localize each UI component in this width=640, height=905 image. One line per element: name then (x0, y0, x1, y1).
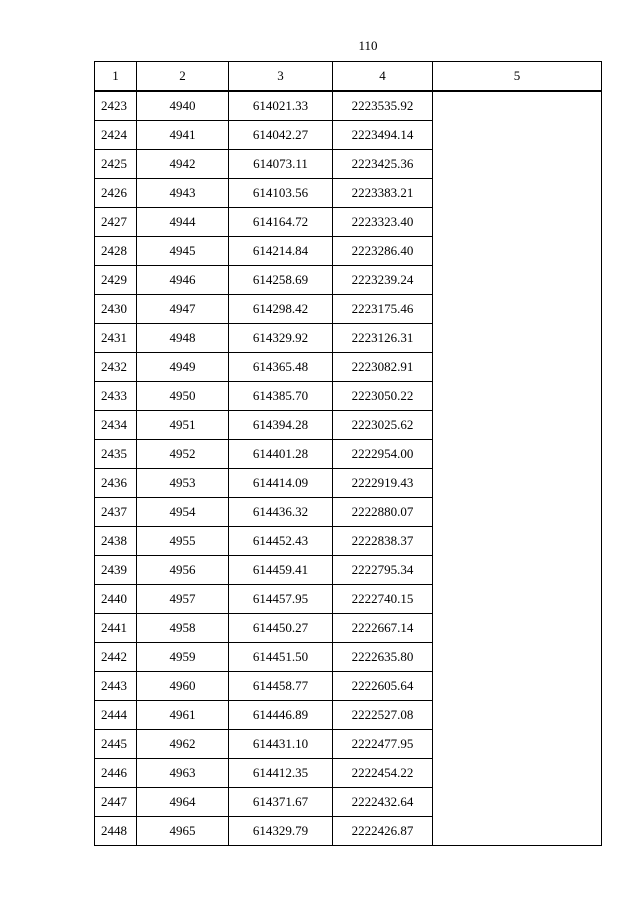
table-row (95, 382, 602, 411)
note-cell (433, 469, 602, 498)
table-row (95, 266, 602, 295)
y-coordinate-cell: 2223082.91 (333, 353, 433, 382)
row-number-cell: 2432 (95, 353, 137, 382)
column-header-1: 1 (95, 62, 137, 92)
row-number-cell: 2429 (95, 266, 137, 295)
x-coordinate-cell: 614459.41 (229, 556, 333, 585)
point-number-cell: 4958 (137, 614, 229, 643)
y-coordinate-cell: 2223175.46 (333, 295, 433, 324)
x-coordinate-cell: 614329.79 (229, 817, 333, 846)
table-row (95, 527, 602, 556)
note-cell (433, 556, 602, 585)
column-header-2: 2 (137, 62, 229, 92)
y-coordinate-cell: 2223239.24 (333, 266, 433, 295)
note-cell (433, 643, 602, 672)
x-coordinate-cell: 614458.77 (229, 672, 333, 701)
row-number-cell: 2440 (95, 585, 137, 614)
note-cell (433, 585, 602, 614)
table-row (95, 91, 602, 121)
row-number-cell: 2424 (95, 121, 137, 150)
x-coordinate-cell: 614412.35 (229, 759, 333, 788)
note-cell (433, 382, 602, 411)
note-cell (433, 730, 602, 759)
row-number-cell: 2426 (95, 179, 137, 208)
row-number-cell: 2431 (95, 324, 137, 353)
note-cell (433, 237, 602, 266)
note-cell (433, 121, 602, 150)
note-cell (433, 672, 602, 701)
y-coordinate-cell: 2223323.40 (333, 208, 433, 237)
table-row (95, 788, 602, 817)
note-cell (433, 353, 602, 382)
point-number-cell: 4955 (137, 527, 229, 556)
point-number-cell: 4949 (137, 353, 229, 382)
y-coordinate-cell: 2222795.34 (333, 556, 433, 585)
y-coordinate-cell: 2223494.14 (333, 121, 433, 150)
row-number-cell: 2434 (95, 411, 137, 440)
note-cell (433, 208, 602, 237)
y-coordinate-cell: 2223383.21 (333, 179, 433, 208)
y-coordinate-cell: 2223286.40 (333, 237, 433, 266)
point-number-cell: 4959 (137, 643, 229, 672)
point-number-cell: 4946 (137, 266, 229, 295)
point-number-cell: 4944 (137, 208, 229, 237)
y-coordinate-cell: 2222880.07 (333, 498, 433, 527)
row-number-cell: 2445 (95, 730, 137, 759)
table-row (95, 324, 602, 353)
point-number-cell: 4942 (137, 150, 229, 179)
x-coordinate-cell: 614414.09 (229, 469, 333, 498)
y-coordinate-cell: 2222919.43 (333, 469, 433, 498)
x-coordinate-cell: 614258.69 (229, 266, 333, 295)
x-coordinate-cell: 614214.84 (229, 237, 333, 266)
point-number-cell: 4964 (137, 788, 229, 817)
coordinates-table (94, 61, 602, 846)
x-coordinate-cell: 614371.67 (229, 788, 333, 817)
row-number-cell: 2430 (95, 295, 137, 324)
note-cell (433, 817, 602, 846)
row-number-cell: 2439 (95, 556, 137, 585)
table-row (95, 643, 602, 672)
row-number-cell: 2441 (95, 614, 137, 643)
row-number-cell: 2442 (95, 643, 137, 672)
point-number-cell: 4962 (137, 730, 229, 759)
x-coordinate-cell: 614450.27 (229, 614, 333, 643)
note-cell (433, 701, 602, 730)
table-row (95, 121, 602, 150)
table-row (95, 556, 602, 585)
note-cell (433, 266, 602, 295)
header-row (95, 62, 602, 92)
x-coordinate-cell: 614394.28 (229, 411, 333, 440)
y-coordinate-cell: 2223025.62 (333, 411, 433, 440)
column-header-3: 3 (229, 62, 333, 92)
table-row (95, 817, 602, 846)
x-coordinate-cell: 614329.92 (229, 324, 333, 353)
row-number-cell: 2425 (95, 150, 137, 179)
y-coordinate-cell: 2223126.31 (333, 324, 433, 353)
table-row (95, 701, 602, 730)
table-row (95, 759, 602, 788)
column-header-4: 4 (333, 62, 433, 92)
point-number-cell: 4957 (137, 585, 229, 614)
y-coordinate-cell: 2222667.14 (333, 614, 433, 643)
x-coordinate-cell: 614164.72 (229, 208, 333, 237)
table-row (95, 614, 602, 643)
column-header-5: 5 (433, 62, 602, 92)
y-coordinate-cell: 2222605.64 (333, 672, 433, 701)
row-number-cell: 2447 (95, 788, 137, 817)
x-coordinate-cell: 614401.28 (229, 440, 333, 469)
table-row (95, 353, 602, 382)
table-row (95, 295, 602, 324)
note-cell (433, 324, 602, 353)
y-coordinate-cell: 2222454.22 (333, 759, 433, 788)
point-number-cell: 4960 (137, 672, 229, 701)
x-coordinate-cell: 614446.89 (229, 701, 333, 730)
row-number-cell: 2446 (95, 759, 137, 788)
note-cell (433, 527, 602, 556)
table-body (95, 91, 602, 846)
x-coordinate-cell: 614103.56 (229, 179, 333, 208)
row-number-cell: 2435 (95, 440, 137, 469)
row-number-cell: 2423 (95, 91, 137, 121)
note-cell (433, 411, 602, 440)
table-row (95, 237, 602, 266)
point-number-cell: 4943 (137, 179, 229, 208)
table-row (95, 179, 602, 208)
note-cell (433, 759, 602, 788)
x-coordinate-cell: 614431.10 (229, 730, 333, 759)
point-number-cell: 4953 (137, 469, 229, 498)
x-coordinate-cell: 614436.32 (229, 498, 333, 527)
table-row (95, 469, 602, 498)
table-row (95, 585, 602, 614)
table-row (95, 150, 602, 179)
note-cell (433, 440, 602, 469)
point-number-cell: 4956 (137, 556, 229, 585)
x-coordinate-cell: 614073.11 (229, 150, 333, 179)
table-header (95, 62, 602, 92)
y-coordinate-cell: 2222635.80 (333, 643, 433, 672)
x-coordinate-cell: 614365.48 (229, 353, 333, 382)
x-coordinate-cell: 614457.95 (229, 585, 333, 614)
point-number-cell: 4941 (137, 121, 229, 150)
y-coordinate-cell: 2223050.22 (333, 382, 433, 411)
point-number-cell: 4951 (137, 411, 229, 440)
x-coordinate-cell: 614042.27 (229, 121, 333, 150)
x-coordinate-cell: 614021.33 (229, 91, 333, 121)
x-coordinate-cell: 614452.43 (229, 527, 333, 556)
row-number-cell: 2438 (95, 527, 137, 556)
y-coordinate-cell: 2222954.00 (333, 440, 433, 469)
table-row (95, 730, 602, 759)
table-row (95, 440, 602, 469)
note-cell (433, 179, 602, 208)
y-coordinate-cell: 2222527.08 (333, 701, 433, 730)
table-row (95, 208, 602, 237)
row-number-cell: 2428 (95, 237, 137, 266)
row-number-cell: 2436 (95, 469, 137, 498)
point-number-cell: 4950 (137, 382, 229, 411)
y-coordinate-cell: 2223535.92 (333, 91, 433, 121)
table-row (95, 498, 602, 527)
note-cell (433, 91, 602, 121)
y-coordinate-cell: 2222426.87 (333, 817, 433, 846)
row-number-cell: 2433 (95, 382, 137, 411)
point-number-cell: 4947 (137, 295, 229, 324)
y-coordinate-cell: 2222838.37 (333, 527, 433, 556)
x-coordinate-cell: 614298.42 (229, 295, 333, 324)
row-number-cell: 2427 (95, 208, 137, 237)
y-coordinate-cell: 2222477.95 (333, 730, 433, 759)
table-row (95, 411, 602, 440)
row-number-cell: 2448 (95, 817, 137, 846)
point-number-cell: 4940 (137, 91, 229, 121)
point-number-cell: 4961 (137, 701, 229, 730)
row-number-cell: 2437 (95, 498, 137, 527)
point-number-cell: 4954 (137, 498, 229, 527)
page-number: 110 (358, 38, 378, 53)
point-number-cell: 4965 (137, 817, 229, 846)
point-number-cell: 4952 (137, 440, 229, 469)
row-number-cell: 2443 (95, 672, 137, 701)
note-cell (433, 295, 602, 324)
row-number-cell: 2444 (95, 701, 137, 730)
note-cell (433, 788, 602, 817)
note-cell (433, 150, 602, 179)
x-coordinate-cell: 614451.50 (229, 643, 333, 672)
table-row (95, 672, 602, 701)
x-coordinate-cell: 614385.70 (229, 382, 333, 411)
y-coordinate-cell: 2223425.36 (333, 150, 433, 179)
note-cell (433, 614, 602, 643)
point-number-cell: 4948 (137, 324, 229, 353)
y-coordinate-cell: 2222740.15 (333, 585, 433, 614)
point-number-cell: 4945 (137, 237, 229, 266)
note-cell (433, 498, 602, 527)
point-number-cell: 4963 (137, 759, 229, 788)
y-coordinate-cell: 2222432.64 (333, 788, 433, 817)
